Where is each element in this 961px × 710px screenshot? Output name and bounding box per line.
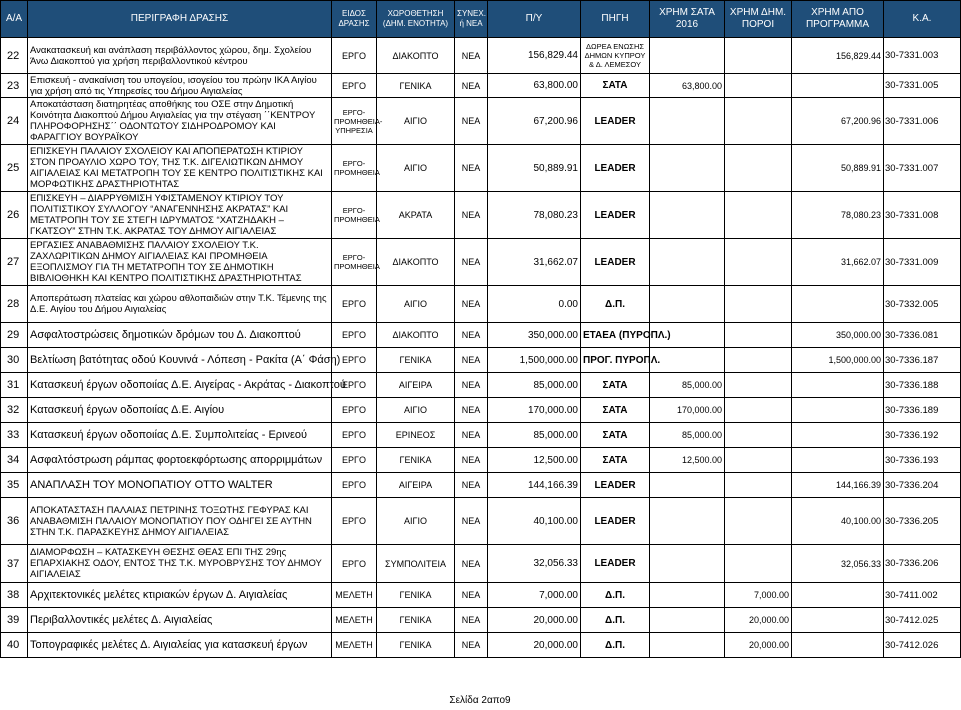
cell-xrhmprog: 1,500,000.00	[792, 348, 884, 373]
cell-py: 31,662.07	[488, 239, 581, 286]
cell-ka: 30-7336.193	[884, 448, 961, 473]
cell-xrhmprog	[792, 448, 884, 473]
cell-py: 85,000.00	[488, 373, 581, 398]
cell-xrhmprog	[792, 74, 884, 98]
cell-xrhmprog: 40,100.00	[792, 498, 884, 545]
cell-py: 40,100.00	[488, 498, 581, 545]
cell-xoros: ΑΙΓΙΟ	[377, 286, 455, 323]
cell-xrhmprog	[792, 608, 884, 633]
cell-ka: 30-7331.005	[884, 74, 961, 98]
table-row	[1, 348, 961, 373]
cell-eidos: ΕΡΓΟ	[332, 423, 377, 448]
cell-xrhmdim	[725, 473, 792, 498]
cell-desc: ΕΡΓΑΣΙΕΣ ΑΝΑΒΑΘΜΙΣΗΣ ΠΑΛΑΙΟΥ ΣΧΟΛΕΙΟΥ Τ.Κ. ΖΑΧΛΩΡΙΤΙΚΩΝ ΔΗΜΟΥ ΑΙΓΙΑΛΕΙΑΣ ΚΑΙ ΠΡΟΜΗΘΕΙΑ ΕΞΟΠΛΙΣΜΟΥ ΓΙΑ ΤΗ ΜΕΤΑΤΡΟΠΗ ΤΟΥ ΣΕ ΔΗΜΟΤΙΚΗ ΒΙΒΛΙΟΘΗΚΗ ΚΑΙ ΚΕΝΤΡΟ ΠΟΛΙΤΙΣΤΙΚΗΣ ΔΡΑΣΤΗΡΙΟΤΗΤΑΣ	[28, 239, 332, 286]
cell-synex: ΝΕΑ	[455, 239, 488, 286]
cell-aa: 30	[1, 348, 28, 373]
table-row	[1, 98, 961, 145]
cell-pigi: Δ.Π.	[581, 633, 650, 658]
cell-ka: 30-7336.189	[884, 398, 961, 423]
cell-xrhm2016	[650, 239, 725, 286]
cell-aa: 27	[1, 239, 28, 286]
cell-synex: ΝΕΑ	[455, 323, 488, 348]
cell-eidos: ΕΡΓΟ-ΠΡΟΜΗΘΕΙΑ-ΥΠΗΡΕΣΙΑ	[332, 98, 377, 145]
cell-xrhm2016	[650, 633, 725, 658]
cell-xrhm2016	[650, 583, 725, 608]
cell-xrhmprog	[792, 633, 884, 658]
cell-synex: ΝΕΑ	[455, 398, 488, 423]
cell-xoros: ΑΙΓΙΟ	[377, 98, 455, 145]
cell-eidos: ΕΡΓΟ	[332, 323, 377, 348]
cell-pigi: Δ.Π.	[581, 583, 650, 608]
table-row	[1, 398, 961, 423]
cell-desc: Ασφαλτοστρώσεις δημοτικών δρόμων του Δ. Διακοπτού	[28, 323, 332, 348]
cell-desc: Κατασκευή έργων οδοποιίας Δ.Ε. Συμπολιτείας - Ερινεού	[28, 423, 332, 448]
cell-synex: ΝΕΑ	[455, 286, 488, 323]
cell-eidos: ΕΡΓΟ-ΠΡΟΜΗΘΕΙΑ	[332, 239, 377, 286]
cell-xoros: ΓΕΝΙΚΑ	[377, 348, 455, 373]
cell-ka: 30-7336.192	[884, 423, 961, 448]
cell-pigi: ΠΡΟΓ. ΠΥΡΟΠΛ.	[581, 348, 650, 373]
header-xrhm2016: ΧΡΗΜ ΣΑΤΑ 2016	[650, 1, 725, 38]
header-pigi: ΠΗΓΗ	[581, 1, 650, 38]
cell-xrhmdim	[725, 74, 792, 98]
table-row	[1, 323, 961, 348]
cell-py: 20,000.00	[488, 633, 581, 658]
cell-xoros: ΓΕΝΙΚΑ	[377, 608, 455, 633]
cell-py: 170,000.00	[488, 398, 581, 423]
cell-xrhmprog: 78,080.23	[792, 192, 884, 239]
cell-aa: 38	[1, 583, 28, 608]
cell-xrhmprog: 67,200.96	[792, 98, 884, 145]
cell-aa: 29	[1, 323, 28, 348]
cell-xrhmprog: 31,662.07	[792, 239, 884, 286]
cell-aa: 31	[1, 373, 28, 398]
cell-xrhmdim: 7,000.00	[725, 583, 792, 608]
page-footer: Σελίδα 2απο9	[449, 695, 511, 706]
cell-xrhm2016: 170,000.00	[650, 398, 725, 423]
cell-xrhm2016	[650, 545, 725, 583]
cell-xrhmprog: 156,829.44	[792, 38, 884, 74]
cell-eidos: ΕΡΓΟ	[332, 545, 377, 583]
cell-desc: ΔΙΑΜΟΡΦΩΣΗ – ΚΑΤΑΣΚΕΥΗ ΘΕΣΗΣ ΘΕΑΣ ΕΠΙ ΤΗΣ 29ης ΕΠΑΡΧΙΑΚΗΣ ΟΔΟΥ, ΕΝΤΟΣ ΤΗΣ Τ.Κ. ΜΥΡΟΒΡΥΣΗΣ ΤΟΥ ΔΗΜΟΥ ΑΙΓΙΑΛΕΙΑΣ	[28, 545, 332, 583]
cell-xoros: ΓΕΝΙΚΑ	[377, 633, 455, 658]
cell-synex: ΝΕΑ	[455, 473, 488, 498]
cell-xrhmprog: 50,889.91	[792, 145, 884, 192]
cell-xoros: ΣΥΜΠΟΛΙΤΕΙΑ	[377, 545, 455, 583]
cell-desc: Αποπεράτωση πλατείας και χώρου αθλοπαιδιών στην Τ.Κ. Τέμενης της Δ.Ε. Αιγίου του Δήμου Αιγιαλείας	[28, 286, 332, 323]
cell-eidos: ΕΡΓΟ	[332, 286, 377, 323]
cell-synex: ΝΕΑ	[455, 74, 488, 98]
cell-synex: ΝΕΑ	[455, 545, 488, 583]
cell-desc: Περιβαλλοντικές μελέτες Δ. Αιγιαλείας	[28, 608, 332, 633]
cell-xrhmprog	[792, 583, 884, 608]
cell-py: 1,500,000.00	[488, 348, 581, 373]
cell-xrhm2016	[650, 348, 725, 373]
cell-xrhm2016	[650, 145, 725, 192]
cell-xoros: ΑΙΓΕΙΡΑ	[377, 473, 455, 498]
cell-xrhmdim	[725, 498, 792, 545]
cell-py: 144,166.39	[488, 473, 581, 498]
cell-pigi: ΣΑΤΑ	[581, 373, 650, 398]
cell-xoros: ΓΕΝΙΚΑ	[377, 74, 455, 98]
cell-xrhm2016	[650, 286, 725, 323]
cell-desc: ΕΠΙΣΚΕΥΗ ΠΑΛΑΙΟΥ ΣΧΟΛΕΙΟΥ ΚΑΙ ΑΠΟΠΕΡΑΤΩΣΗ ΚΤΙΡΙΟΥ ΣΤΟΝ ΠΡΟΑΥΛΙΟ ΧΩΡΟ ΤΟΥ, ΤΗΣ Τ.Κ. ΔΙΓΕΛΙΩΤΙΚΩΝ ΔΗΜΟΥ ΑΙΓΙΑΛΕΙΑΣ ΚΑΙ ΜΕΤΑΤΡΟΠΗ ΤΟΥ ΣΕ ΚΕΝΤΡΟ ΠΟΛΙΤΙΣΤΙΚΗΣ ΚΑΙ ΜΟΡΦΩΤΙΚΗΣ ΔΡΑΣΤΗΡΙΟΤΗΤΑΣ	[28, 145, 332, 192]
cell-eidos: ΕΡΓΟ	[332, 448, 377, 473]
cell-synex: ΝΕΑ	[455, 583, 488, 608]
cell-synex: ΝΕΑ	[455, 608, 488, 633]
cell-xrhmdim: 20,000.00	[725, 608, 792, 633]
cell-aa: 39	[1, 608, 28, 633]
cell-synex: ΝΕΑ	[455, 38, 488, 74]
table-body	[1, 38, 961, 658]
cell-py: 50,889.91	[488, 145, 581, 192]
cell-desc: Κατασκευή έργων οδοποιίας Δ.Ε. Αιγίου	[28, 398, 332, 423]
cell-xrhmprog: 350,000.00	[792, 323, 884, 348]
cell-pigi: LEADER	[581, 473, 650, 498]
cell-xrhmprog: 144,166.39	[792, 473, 884, 498]
cell-xoros: ΔΙΑΚΟΠΤΟ	[377, 239, 455, 286]
header-ka: Κ.Α.	[884, 1, 961, 38]
cell-aa: 25	[1, 145, 28, 192]
cell-ka: 30-7336.188	[884, 373, 961, 398]
cell-eidos: ΕΡΓΟ	[332, 473, 377, 498]
cell-desc: ΕΠΙΣΚΕΥΗ – ΔΙΑΡΡΥΘΜΙΣΗ ΥΦΙΣΤΑΜΕΝΟΥ ΚΤΙΡΙΟΥ ΤΟΥ ΠΟΛΙΤΙΣΤΙΚΟΥ ΣΥΛΛΟΓΟΥ “ΑΝΑΓΕΝΝΗΣΗΣ ΑΚΡΑΤΑΣ” ΚΑΙ ΜΕΤΑΤΡΟΠΗ ΤΟΥ ΣΕ ΣΤΕΓΗ ΙΔΡΥΜΑΤΟΣ “ΧΑΤΖΗΔΑΚΗ – ΓΚΑΤΣΟΥ” ΣΤΗΝ Τ.Κ. ΑΚΡΑΤΑΣ ΤΟΥ ΔΗΜΟΥ ΑΙΓΙΑΛΕΙΑΣ	[28, 192, 332, 239]
cell-xrhmdim: 20,000.00	[725, 633, 792, 658]
cell-aa: 22	[1, 38, 28, 74]
cell-py: 7,000.00	[488, 583, 581, 608]
cell-synex: ΝΕΑ	[455, 448, 488, 473]
cell-pigi: ΣΑΤΑ	[581, 74, 650, 98]
cell-py: 156,829.44	[488, 38, 581, 74]
cell-xrhmprog	[792, 398, 884, 423]
cell-aa: 34	[1, 448, 28, 473]
cell-ka: 30-7331.006	[884, 98, 961, 145]
cell-xrhm2016	[650, 608, 725, 633]
cell-aa: 37	[1, 545, 28, 583]
cell-xoros: ΓΕΝΙΚΑ	[377, 448, 455, 473]
cell-pigi: ΣΑΤΑ	[581, 423, 650, 448]
cell-pigi: ΔΩΡΕΑ ΕΝΩΣΗΣ ΔΗΜΩΝ ΚΥΠΡΟΥ & Δ. ΛΕΜΕΣΟΥ	[581, 38, 650, 74]
cell-py: 85,000.00	[488, 423, 581, 448]
cell-xrhmdim	[725, 323, 792, 348]
cell-xrhm2016: 85,000.00	[650, 423, 725, 448]
cell-ka: 30-7332.005	[884, 286, 961, 323]
table-row	[1, 74, 961, 98]
cell-desc: Ανακατασκευή και ανάπλαση περιβάλλοντος χώρου, δημ. Σχολείου Άνω Διακοπτού για χρήση περιβαλλοντικού κέντρου	[28, 38, 332, 74]
cell-xrhmdim	[725, 398, 792, 423]
cell-py: 63,800.00	[488, 74, 581, 98]
cell-desc: ΑΝΑΠΛΑΣΗ ΤΟΥ ΜΟΝΟΠΑΤΙΟΥ OTTO WALTER	[28, 473, 332, 498]
cell-pigi: LEADER	[581, 545, 650, 583]
header-synex: ΣΥΝΕΧ. ή ΝΕΑ	[455, 1, 488, 38]
cell-ka: 30-7331.009	[884, 239, 961, 286]
cell-py: 12,500.00	[488, 448, 581, 473]
header-xrhmprog: ΧΡΗΜ ΑΠΟ ΠΡΟΓΡΑΜΜΑ	[792, 1, 884, 38]
header-py: Π/Υ	[488, 1, 581, 38]
cell-ka: 30-7412.026	[884, 633, 961, 658]
cell-eidos: ΜΕΛΕΤΗ	[332, 583, 377, 608]
cell-xrhmdim	[725, 545, 792, 583]
cell-ka: 30-7336.081	[884, 323, 961, 348]
cell-desc: Κατασκευή έργων οδοποιίας Δ.Ε. Αιγείρας - Ακράτας - Διακοπτού	[28, 373, 332, 398]
cell-aa: 35	[1, 473, 28, 498]
cell-xoros: ΑΙΓΕΙΡΑ	[377, 373, 455, 398]
cell-xrhmdim	[725, 423, 792, 448]
cell-synex: ΝΕΑ	[455, 498, 488, 545]
cell-py: 350,000.00	[488, 323, 581, 348]
table-row	[1, 633, 961, 658]
cell-eidos: ΕΡΓΟ	[332, 398, 377, 423]
cell-aa: 33	[1, 423, 28, 448]
cell-eidos: ΕΡΓΟ	[332, 373, 377, 398]
cell-xrhm2016: 63,800.00	[650, 74, 725, 98]
cell-pigi: LEADER	[581, 192, 650, 239]
cell-xrhmdim	[725, 98, 792, 145]
cell-pigi: ΕΤΑΕΑ (ΠΥΡΟΠΛ.)	[581, 323, 650, 348]
cell-xoros: ΑΙΓΙΟ	[377, 145, 455, 192]
table-row	[1, 423, 961, 448]
cell-pigi: LEADER	[581, 98, 650, 145]
table-row	[1, 286, 961, 323]
cell-xrhm2016: 85,000.00	[650, 373, 725, 398]
cell-xrhmdim	[725, 145, 792, 192]
cell-aa: 28	[1, 286, 28, 323]
cell-ka: 30-7331.003	[884, 38, 961, 74]
cell-xrhm2016	[650, 473, 725, 498]
header-xoros: ΧΩΡΟΘΕΤΗΣΗ (ΔΗΜ. ΕΝΟΤΗΤΑ)	[377, 1, 455, 38]
cell-eidos: ΕΡΓΟ	[332, 498, 377, 545]
cell-xoros: ΑΙΓΙΟ	[377, 398, 455, 423]
cell-py: 67,200.96	[488, 98, 581, 145]
cell-desc: Επισκευή - ανακαίνιση του υπογείου, ισογείου του πρώην ΙΚΑ Αιγίου για χρήση από τις Υπηρεσίες του Δήμου Αιγιαλείας	[28, 74, 332, 98]
cell-ka: 30-7411.002	[884, 583, 961, 608]
cell-ka: 30-7336.205	[884, 498, 961, 545]
cell-xoros: ΔΙΑΚΟΠΤΟ	[377, 38, 455, 74]
header-row	[1, 1, 961, 38]
cell-ka: 30-7331.008	[884, 192, 961, 239]
cell-xrhmdim	[725, 239, 792, 286]
table-row	[1, 608, 961, 633]
cell-xrhm2016: 12,500.00	[650, 448, 725, 473]
cell-aa: 40	[1, 633, 28, 658]
cell-pigi: Δ.Π.	[581, 608, 650, 633]
cell-xrhmprog	[792, 286, 884, 323]
cell-xrhmdim	[725, 448, 792, 473]
cell-synex: ΝΕΑ	[455, 98, 488, 145]
header-aa: Α/Α	[1, 1, 28, 38]
cell-xrhm2016	[650, 498, 725, 545]
cell-xoros: ΑΙΓΙΟ	[377, 498, 455, 545]
cell-eidos: ΕΡΓΟ-ΠΡΟΜΗΘΕΙΑ	[332, 192, 377, 239]
cell-xrhmprog: 32,056.33	[792, 545, 884, 583]
cell-aa: 23	[1, 74, 28, 98]
cell-eidos: ΕΡΓΟ	[332, 74, 377, 98]
cell-xrhm2016	[650, 98, 725, 145]
table-row	[1, 192, 961, 239]
cell-desc: Τοπογραφικές μελέτες Δ. Αιγιαλείας για κατασκευή έργων	[28, 633, 332, 658]
cell-xrhmprog	[792, 373, 884, 398]
cell-aa: 24	[1, 98, 28, 145]
cell-ka: 30-7336.206	[884, 545, 961, 583]
cell-py: 0.00	[488, 286, 581, 323]
table-row	[1, 239, 961, 286]
cell-eidos: ΕΡΓΟ	[332, 38, 377, 74]
cell-ka: 30-7336.187	[884, 348, 961, 373]
cell-py: 20,000.00	[488, 608, 581, 633]
cell-synex: ΝΕΑ	[455, 423, 488, 448]
cell-desc: Αρχιτεκτονικές μελέτες κτιριακών έργων Δ. Αιγιαλείας	[28, 583, 332, 608]
cell-pigi: Δ.Π.	[581, 286, 650, 323]
cell-desc: Αποκατάσταση διατηρητέας αποθήκης του ΟΣΕ στην Δημοτική Κοινότητα Διακοπτού Δήμου Αιγιαλείας για την στέγαση ΄΄ΚΕΝΤΡΟΥ ΠΛΗΡΟΦΟΡΗΣΗΣ΄΄ ΟΔΟΝΤΩΤΟΥ ΣΙΔΗΡΟΔΡΟΜΟΥ ΚΑΙ ΦΑΡΑΓΓΙΟΥ ΒΟΥΡΑΪΚΟΥ	[28, 98, 332, 145]
table-row	[1, 545, 961, 583]
cell-xoros: ΕΡΙΝΕΟΣ	[377, 423, 455, 448]
cell-xrhmprog	[792, 423, 884, 448]
cell-aa: 36	[1, 498, 28, 545]
cell-ka: 30-7336.204	[884, 473, 961, 498]
cell-desc: Ασφαλτόστρωση ράμπας φορτοεκφόρτωσης απορριμμάτων	[28, 448, 332, 473]
cell-ka: 30-7331.007	[884, 145, 961, 192]
cell-ka: 30-7412.025	[884, 608, 961, 633]
cell-xoros: ΑΚΡΑΤΑ	[377, 192, 455, 239]
header-desc: ΠΕΡΙΓΡΑΦΗ ΔΡΑΣΗΣ	[28, 1, 332, 38]
cell-aa: 32	[1, 398, 28, 423]
cell-xrhm2016	[650, 192, 725, 239]
cell-synex: ΝΕΑ	[455, 192, 488, 239]
cell-synex: ΝΕΑ	[455, 348, 488, 373]
table-row	[1, 373, 961, 398]
cell-eidos: ΕΡΓΟ-ΠΡΟΜΗΘΕΙΑ	[332, 145, 377, 192]
header-xrhmdim: ΧΡΗΜ ΔΗΜ. ΠΟΡΟΙ	[725, 1, 792, 38]
cell-pigi: LEADER	[581, 145, 650, 192]
cell-pigi: ΣΑΤΑ	[581, 398, 650, 423]
table-row	[1, 473, 961, 498]
cell-desc: ΑΠΟΚΑΤΑΣΤΑΣΗ ΠΑΛΑΙΑΣ ΠΕΤΡΙΝΗΣ ΤΟΞΩΤΗΣ ΓΕΦΥΡΑΣ ΚΑΙ ΑΝΑΒΑΘΜΙΣΗ ΠΑΛΑΙΟΥ ΜΟΝΟΠΑΤΙΟΥ ΠΟΥ ΟΔΗΓΕΙ ΣΕ ΑΥΤΗΝ ΣΤΗΝ Τ.Κ. ΠΑΡΑΣΚΕΥΗΣ ΔΗΜΟΥ ΑΙΓΙΑΛΕΙΑΣ	[28, 498, 332, 545]
cell-xoros: ΓΕΝΙΚΑ	[377, 583, 455, 608]
header-eidos: ΕΙΔΟΣ ΔΡΑΣΗΣ	[332, 1, 377, 38]
table-row	[1, 498, 961, 545]
cell-xrhmdim	[725, 38, 792, 74]
cell-aa: 26	[1, 192, 28, 239]
cell-xoros: ΔΙΑΚΟΠΤΟ	[377, 323, 455, 348]
table-row	[1, 145, 961, 192]
cell-xrhmdim	[725, 192, 792, 239]
cell-eidos: ΜΕΛΕΤΗ	[332, 633, 377, 658]
cell-xrhmdim	[725, 348, 792, 373]
cell-synex: ΝΕΑ	[455, 633, 488, 658]
cell-py: 32,056.33	[488, 545, 581, 583]
cell-synex: ΝΕΑ	[455, 373, 488, 398]
cell-pigi: LEADER	[581, 498, 650, 545]
cell-py: 78,080.23	[488, 192, 581, 239]
cell-pigi: ΣΑΤΑ	[581, 448, 650, 473]
table-row	[1, 448, 961, 473]
cell-xrhmdim	[725, 373, 792, 398]
table-row	[1, 583, 961, 608]
cell-synex: ΝΕΑ	[455, 145, 488, 192]
cell-desc: Βελτίωση βατότητας οδού Κουνινά - Λόπεση - Ρακίτα (Α΄ Φάση)	[28, 348, 332, 373]
cell-eidos: ΕΡΓΟ	[332, 348, 377, 373]
table-row	[1, 38, 961, 74]
cell-eidos: ΜΕΛΕΤΗ	[332, 608, 377, 633]
cell-pigi: LEADER	[581, 239, 650, 286]
cell-xrhm2016	[650, 38, 725, 74]
cell-xrhmdim	[725, 286, 792, 323]
